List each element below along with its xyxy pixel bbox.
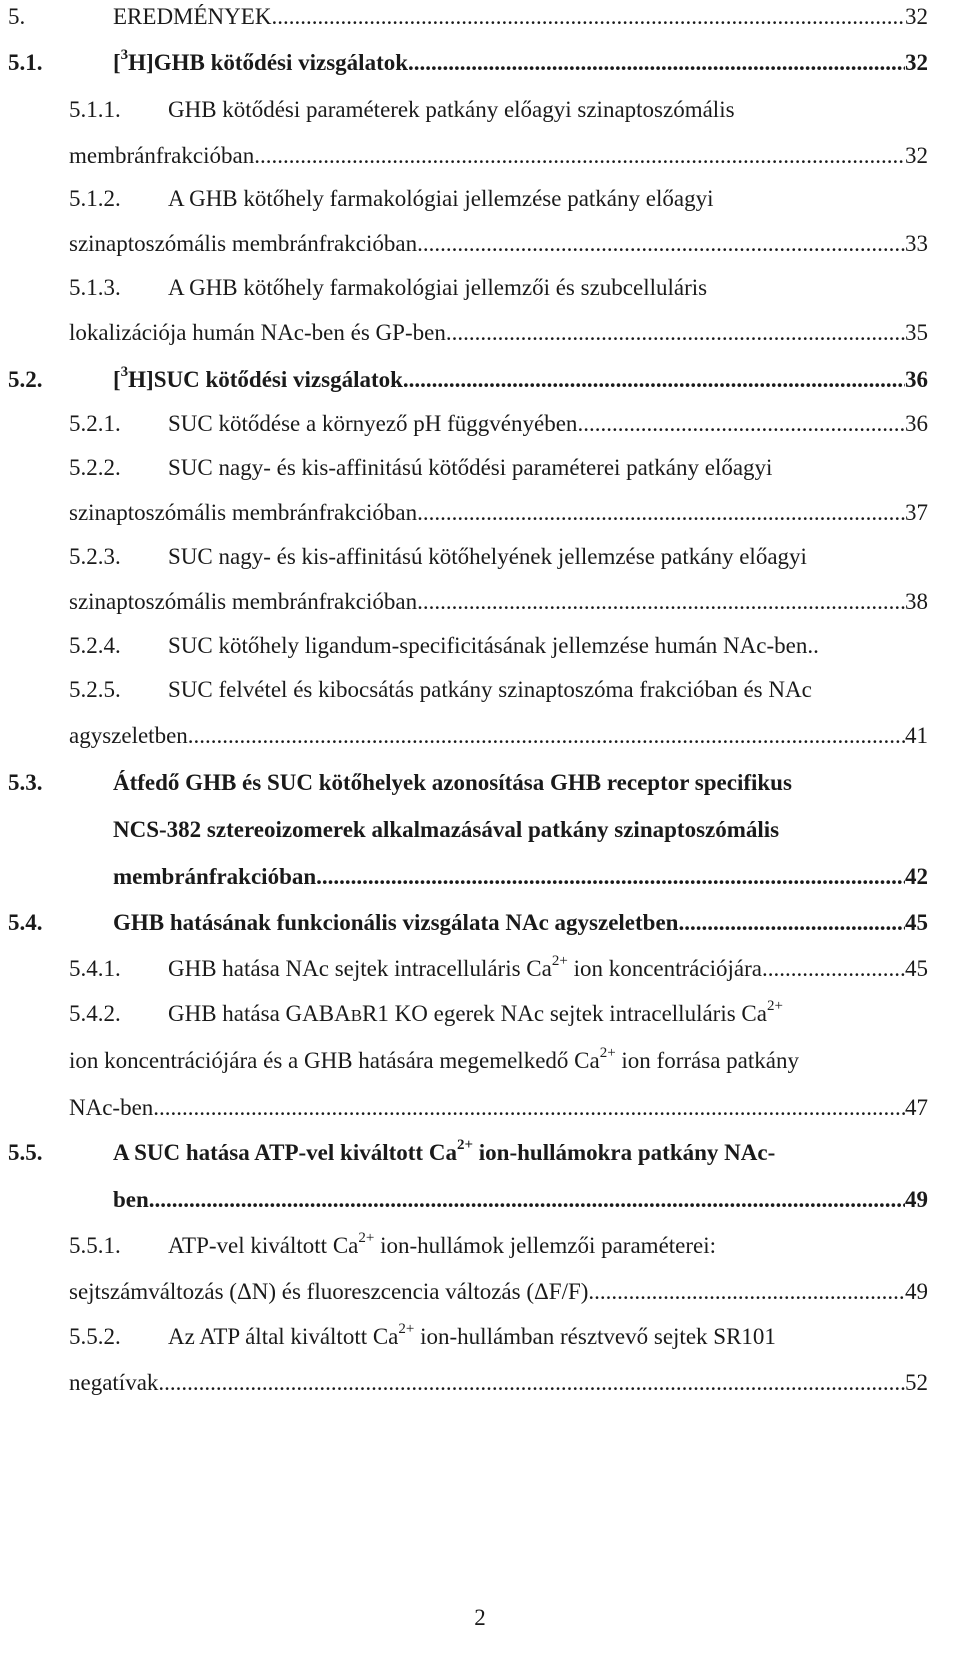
toc-title-part: ion-hullámok jellemzői paraméterei: [374, 1233, 717, 1258]
toc-number: 5.1.3. [69, 275, 121, 300]
toc-entry-5-3-line2[interactable] [0, 813, 960, 847]
toc-number: 5.1.2. [69, 186, 121, 211]
toc-title-row [168, 182, 928, 216]
toc-title: SUC nagy- és kis-affinitású kötődési paraméterei patkány előagyi [168, 455, 773, 480]
toc-entry-5-5-2[interactable] [0, 1320, 960, 1354]
toc-title-row [69, 1366, 928, 1400]
toc-number: 5.1. [8, 50, 43, 75]
toc-title [168, 1320, 776, 1354]
toc-title-cont: membránfrakcióban [69, 143, 255, 168]
toc-title [113, 46, 408, 80]
toc-title-row [168, 93, 928, 127]
toc-entry-5-4-2-cont[interactable] [0, 1091, 960, 1125]
toc-title-cont: szinaptoszómális membránfrakcióban [69, 500, 418, 525]
toc-number: 5.2.3. [69, 544, 121, 569]
toc-title-line2 [69, 1044, 799, 1078]
toc-title-row [168, 952, 928, 986]
toc-page: 35 [905, 320, 928, 345]
toc-entry-5-5-1[interactable] [0, 1229, 960, 1263]
toc-page: 36 [905, 411, 928, 436]
page-number: 2 [474, 1605, 486, 1630]
toc-entry-5-2-3-cont[interactable] [0, 585, 960, 619]
toc-entry-5[interactable] [0, 0, 960, 34]
toc-title: GHB kötődési paraméterek patkány előagyi szinaptoszómális [168, 97, 735, 122]
toc-page: 32 [905, 50, 928, 75]
toc-title-row [69, 1275, 928, 1309]
toc-entry-5-5-cont[interactable] [0, 1183, 960, 1217]
toc-entry-5-5-1-cont[interactable] [0, 1275, 960, 1309]
toc-entry-5-1-3-cont[interactable] [0, 316, 960, 350]
toc-title-row [69, 1091, 928, 1125]
superscript: 2+ [599, 1045, 616, 1062]
toc-number: 5.4.1. [69, 956, 121, 981]
toc-title [113, 1136, 775, 1170]
toc-number: 5.2.4. [69, 633, 121, 658]
toc-title-part: ion-hullámban résztvevő sejtek SR101 [414, 1324, 776, 1349]
toc-title-part: H]SUC kötődési vizsgálatok [128, 367, 403, 392]
toc-title-row [113, 1136, 928, 1170]
toc-title-row [69, 1044, 928, 1078]
toc-title-part: A SUC hatása ATP-vel kiváltott Ca [113, 1140, 457, 1165]
toc-title-cont: szinaptoszómális membránfrakcióban [69, 589, 418, 614]
dot-leader [588, 1275, 905, 1309]
toc-title: SUC kötőhely ligandum-specificitásának jellemzése humán NAc-ben.. [168, 633, 819, 658]
toc-entry-5-2[interactable] [0, 363, 960, 397]
toc-page: 45 [905, 956, 928, 981]
toc-title: GHB hatásának funkcionális vizsgálata NAc agyszeletben [113, 910, 679, 935]
toc-title-part: ATP-vel kiváltott Ca [168, 1233, 359, 1258]
toc-number: 5.2. [8, 367, 43, 392]
toc-title-part: GHB hatása GABA [168, 1001, 351, 1026]
toc-title-row [168, 407, 928, 441]
toc-title-row [113, 860, 928, 894]
dot-leader [254, 139, 905, 173]
toc-page: 37 [905, 500, 928, 525]
toc-title-part: ion koncentrációjára és a GHB hatására megemelkedő Ca [69, 1048, 600, 1073]
toc-number: 5.1.1. [69, 97, 121, 122]
toc-entry-5-2-2[interactable] [0, 451, 960, 485]
toc-page: 41 [905, 723, 928, 748]
toc-entry-5-5[interactable] [0, 1136, 960, 1170]
toc-title: A GHB kötőhely farmakológiai jellemzői és szubcelluláris [168, 275, 708, 300]
toc-title-part: H]GHB kötődési vizsgálatok [128, 50, 409, 75]
toc-title-row [69, 585, 928, 619]
dot-leader [577, 407, 905, 441]
toc-page: 49 [905, 1187, 928, 1212]
toc-number: 5.2.2. [69, 455, 121, 480]
toc-page: 45 [905, 910, 928, 935]
toc-title-row [69, 719, 928, 753]
toc-title: Átfedő GHB és SUC kötőhelyek azonosítása GHB receptor specifikus [113, 770, 792, 795]
toc-number: 5.2.1. [69, 411, 121, 436]
toc-title-row [168, 1229, 928, 1263]
toc-entry-5-1-1[interactable] [0, 93, 960, 127]
toc-title-row [168, 540, 928, 574]
toc-title-row [113, 766, 928, 800]
superscript: 2+ [358, 1230, 375, 1247]
dot-leader [271, 0, 905, 34]
toc-page: 49 [905, 1279, 928, 1304]
toc-number: 5.4.2. [69, 1001, 121, 1026]
toc-title-row [113, 0, 928, 34]
toc-title-cont: lokalizációja humán NAc-ben és GP-ben [69, 320, 446, 345]
toc-title: SUC nagy- és kis-affinitású kötőhelyének jellemzése patkány előagyi [168, 544, 807, 569]
toc-number: 5.5.1. [69, 1233, 121, 1258]
dot-leader [149, 1183, 905, 1217]
toc-title-row [168, 271, 928, 305]
toc-entry-5-1-2[interactable] [0, 182, 960, 216]
toc-title-row [69, 227, 928, 261]
dot-leader [158, 1366, 905, 1400]
toc-title-row [168, 997, 928, 1033]
toc-title: SUC felvétel és kibocsátás patkány szinaptoszóma frakcióban és NAc [168, 677, 812, 702]
toc-title-line2: NCS-382 sztereoizomerek alkalmazásával patkány szinaptoszómális [113, 817, 780, 842]
toc-title: EREDMÉNYEK [113, 4, 272, 29]
toc-title-part: ion forrása patkány [615, 1048, 799, 1073]
toc-title-row [113, 363, 928, 397]
toc-entry-5-2-4[interactable] [0, 629, 960, 663]
toc-entry-5-1-2-cont[interactable] [0, 227, 960, 261]
toc-title-part: Az ATP által kiváltott Ca [168, 1324, 399, 1349]
toc-title-cont: negatívak [69, 1370, 159, 1395]
toc-number: 5.5.2. [69, 1324, 121, 1349]
dot-leader [678, 906, 905, 940]
toc-entry-5-3[interactable] [0, 766, 960, 800]
toc-title-row [168, 629, 928, 663]
superscript: 2+ [456, 1137, 474, 1154]
subscript: B [350, 1006, 363, 1025]
toc-page: 32 [905, 4, 928, 29]
dot-leader [153, 1091, 905, 1125]
toc-title-part: [ [113, 50, 121, 75]
toc-title-part: ion koncentrációjára [567, 956, 762, 981]
toc-title-cont: membránfrakcióban [113, 864, 317, 889]
toc-entry-5-3-cont[interactable] [0, 860, 960, 894]
toc-entry-5-2-5[interactable] [0, 673, 960, 707]
toc-entry-5-1[interactable] [0, 46, 960, 80]
dot-leader [188, 719, 905, 753]
toc-title [168, 1229, 716, 1263]
toc-page: 36 [905, 367, 928, 392]
toc-entry-5-2-3[interactable] [0, 540, 960, 574]
toc-title [168, 952, 762, 986]
toc-title-part: [ [113, 367, 121, 392]
superscript: 2+ [551, 953, 568, 970]
dot-leader [762, 952, 905, 986]
toc-entry-5-5-2-cont[interactable] [0, 1366, 960, 1400]
toc-page: 38 [905, 589, 928, 614]
toc-title-row [69, 139, 928, 173]
toc-page: 42 [905, 864, 928, 889]
toc-title-row [113, 813, 928, 847]
dot-leader [446, 316, 905, 350]
toc-title-row [113, 46, 928, 80]
toc-title-row [69, 316, 928, 350]
toc-title-part: ion-hullámokra patkány NAc- [473, 1140, 776, 1165]
toc-title-cont: NAc-ben [69, 1095, 154, 1120]
superscript: 2+ [766, 998, 783, 1015]
toc-page: 52 [905, 1370, 928, 1395]
toc-number: 5.3. [8, 770, 43, 795]
toc-page: 47 [905, 1095, 928, 1120]
dot-leader [408, 46, 905, 80]
toc-number: 5.5. [8, 1140, 43, 1165]
toc-title-row [168, 673, 928, 707]
toc-title-row [113, 906, 928, 940]
toc-title [113, 363, 403, 397]
toc-title-cont: szinaptoszómális membránfrakcióban [69, 231, 418, 256]
toc-title-row [113, 1183, 928, 1217]
dot-leader [417, 585, 905, 619]
toc-title-cont: ben [113, 1187, 149, 1212]
toc-page: 33 [905, 231, 928, 256]
toc-title-cont: sejtszámváltozás (ΔN) és fluoreszcencia változás (ΔF/F) [69, 1279, 589, 1304]
toc-title-row [168, 451, 928, 485]
superscript: 2+ [398, 1321, 415, 1338]
toc-title: SUC kötődése a környező pH függvényében [168, 411, 578, 436]
toc-entry-5-1-3[interactable] [0, 271, 960, 305]
toc-number: 5.2.5. [69, 677, 121, 702]
toc-page: 32 [905, 143, 928, 168]
toc-number: 5. [8, 4, 26, 29]
toc-title-row [69, 496, 928, 530]
toc-title-row [168, 1320, 928, 1354]
toc-title [168, 997, 783, 1033]
toc-entry-5-4[interactable] [0, 906, 960, 940]
toc-title-part: GHB hatása NAc sejtek intracelluláris Ca [168, 956, 552, 981]
superscript: 3 [120, 47, 129, 64]
toc-entry-5-4-2[interactable] [0, 997, 960, 1031]
toc-entry-5-2-5-cont[interactable] [0, 719, 960, 753]
toc-title-cont: agyszeletben [69, 723, 188, 748]
toc-title-part: R1 KO egerek NAc sejtek intracelluláris Ca [362, 1001, 767, 1026]
toc-title: A GHB kötőhely farmakológiai jellemzése patkány előagyi [168, 186, 714, 211]
toc-number: 5.4. [8, 910, 43, 935]
dot-leader [417, 496, 905, 530]
toc-entry-5-2-1[interactable] [0, 407, 960, 441]
toc-entry-5-2-2-cont[interactable] [0, 496, 960, 530]
dot-leader [316, 860, 905, 894]
toc-entry-5-4-2-line2[interactable] [0, 1044, 960, 1078]
toc-entry-5-1-1-cont[interactable] [0, 139, 960, 173]
dot-leader [417, 227, 905, 261]
dot-leader [403, 363, 905, 397]
superscript: 3 [120, 364, 129, 381]
toc-entry-5-4-1[interactable] [0, 952, 960, 986]
